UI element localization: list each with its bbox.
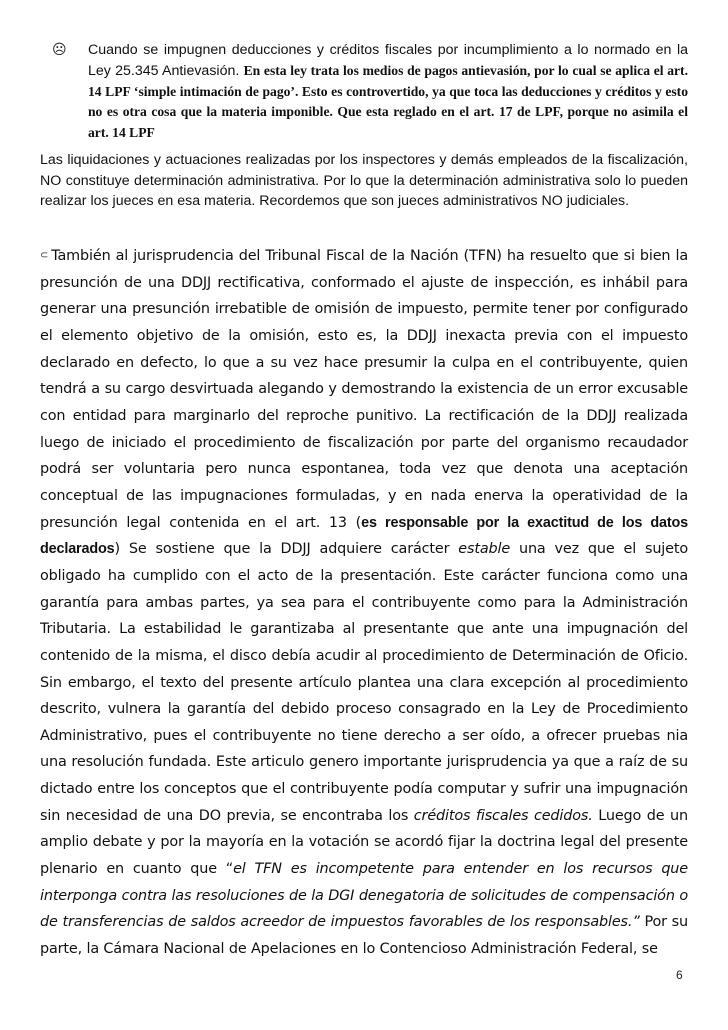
- bullet-item: [52, 40, 688, 144]
- paragraph-determination: Las liquidaciones y actuaciones realizadas por los inspectores y demás empleados de la fiscalización, NO constituye determinación administrativa. Por lo que la determinación administrativa solo lo pueden realizar los jueces en esa materia. Recordemos que son jueces administrativos NO judiciales.: [40, 152, 688, 209]
- paragraph2-italic1: estable: [458, 541, 511, 558]
- paragraph2-part3: una vez que el sujeto obligado ha cumplido con el acto de la presentación. Este carácter funciona como una garantía para ambas partes, ya sea para el contribuyente como para la Administración Tributaria. La estabilidad le garantizaba al presentante que ante una impugnación del contenido de la misma, el disco debía acudir al procedimiento de Determinación de Oficio. Sin embargo, el texto del presente artículo plantea una clara excepción al procedimiento descrito, vulnera la garantía del debido proceso consagrado en la Ley de Procedimiento Administrativo, pues el contribuyente no tiene derecho a ser oído, a ofrecer pruebas nia una resolución fundada. Este articulo genero importante jurisprudencia ya que a raíz de su dictado entre los conceptos que el contribuyente podía computar y sufrir una impugnación sin necesidad de una DO previa, se encontraba los: [40, 541, 689, 824]
- paragraph-marker: ⊂: [40, 250, 49, 261]
- paragraph2-italic2: créditos fiscales cedidos.: [413, 807, 593, 824]
- frown-face-icon: ☹: [52, 42, 67, 58]
- bullet-text-bold: En esta ley trata los medios de pagos antievasión, por lo cual se aplica el art. 14 LPF ‘simple intimación de pago’. Esto es controvertido, ya que toca las deducciones y créditos y esto no es otra cosa que la materia imponible. Que esta reglado en el art. 17 de LPF, porque no asimila el art. 14 LPF: [88, 62, 688, 141]
- page-number: 6: [676, 968, 683, 982]
- paragraph2-part1: También al jurisprudencia del Tribunal Fiscal de la Nación (TFN) ha resuelto que si bien la presunción de una DDJJ rectificativa, conformado el ajuste de inspección, es inhábil para generar una presunción irrebatible de omisión de impuesto, permite tener por configurado el elemento objetivo de la omisión, esto es, la DDJJ inexacta previa con el impuesto declarado en defecto, lo que a su vez hace presumir la culpa en el contribuyente, quien tendrá a su cargo desvirtuada alegando y demostrando la existencia de un error excusable con entidad para marginarlo del reproche punitivo. La rectificación de la DDJJ realizada luego de iniciado el procedimiento de fiscalización por parte del organismo recaudador podrá ser voluntaria pero nunca espontanea, toda vez que denota una aceptación conceptual de las impugnaciones formuladas, y en nada enerva la operatividad de la presunción legal contenida en el art. 13 (: [40, 248, 688, 531]
- paragraph2-part2: ) Se sostiene que la DDJJ adquiere carácter: [114, 541, 459, 558]
- paragraph-jurisprudence: [40, 243, 688, 963]
- paragraph2-bold1: es responsable por la exactitud de los datos declarados: [40, 514, 689, 558]
- bullet-text-plain: Cuando se impugnen deducciones y créditos fiscales por incumplimiento a lo normado en la Ley 25.345 Antievasión.: [88, 42, 688, 79]
- paragraph2-part4: Luego de un amplio debate y por la mayoría en la votación se acordó fijar la doctrina legal del presente plenario en cuanto que “: [40, 807, 688, 878]
- bullet-text: [88, 40, 688, 144]
- paragraph2-part5: Por su parte, la Cámara Nacional de Apelaciones en lo Contencioso Administración Federal, se: [40, 914, 689, 958]
- paragraph2-italic3: el TFN es incompetente para entender en los recursos que interponga contra las resoluciones de la DGI denegatoria de solicitudes de compensación o de transferencias de saldos acreedor de impuestos favorables de los responsables.”: [40, 861, 688, 931]
